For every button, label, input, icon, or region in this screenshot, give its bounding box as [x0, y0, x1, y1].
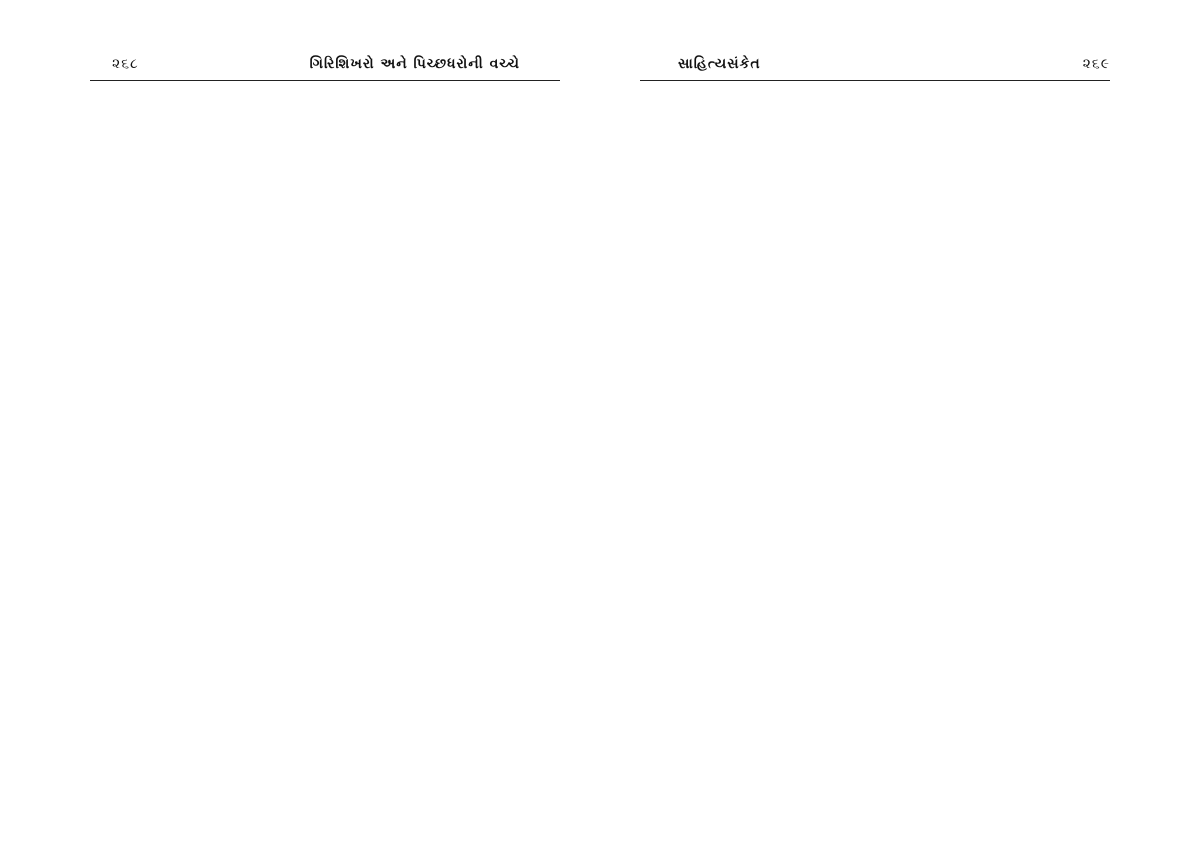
left-header-rule	[90, 80, 560, 81]
right-page	[640, 0, 1110, 848]
right-page-header	[640, 56, 1110, 76]
right-header-rule	[640, 80, 1110, 81]
left-page-number: ૨૬૮	[112, 56, 139, 72]
left-page-header	[90, 56, 560, 76]
right-page-number: ૨૬૯	[1082, 56, 1110, 72]
right-running-head: સાહિત્યસંકેત	[678, 56, 761, 72]
left-running-head: ગિરિશિખરો અને પિચ્છધરોની વચ્ચે	[309, 56, 520, 72]
left-page	[90, 0, 560, 848]
